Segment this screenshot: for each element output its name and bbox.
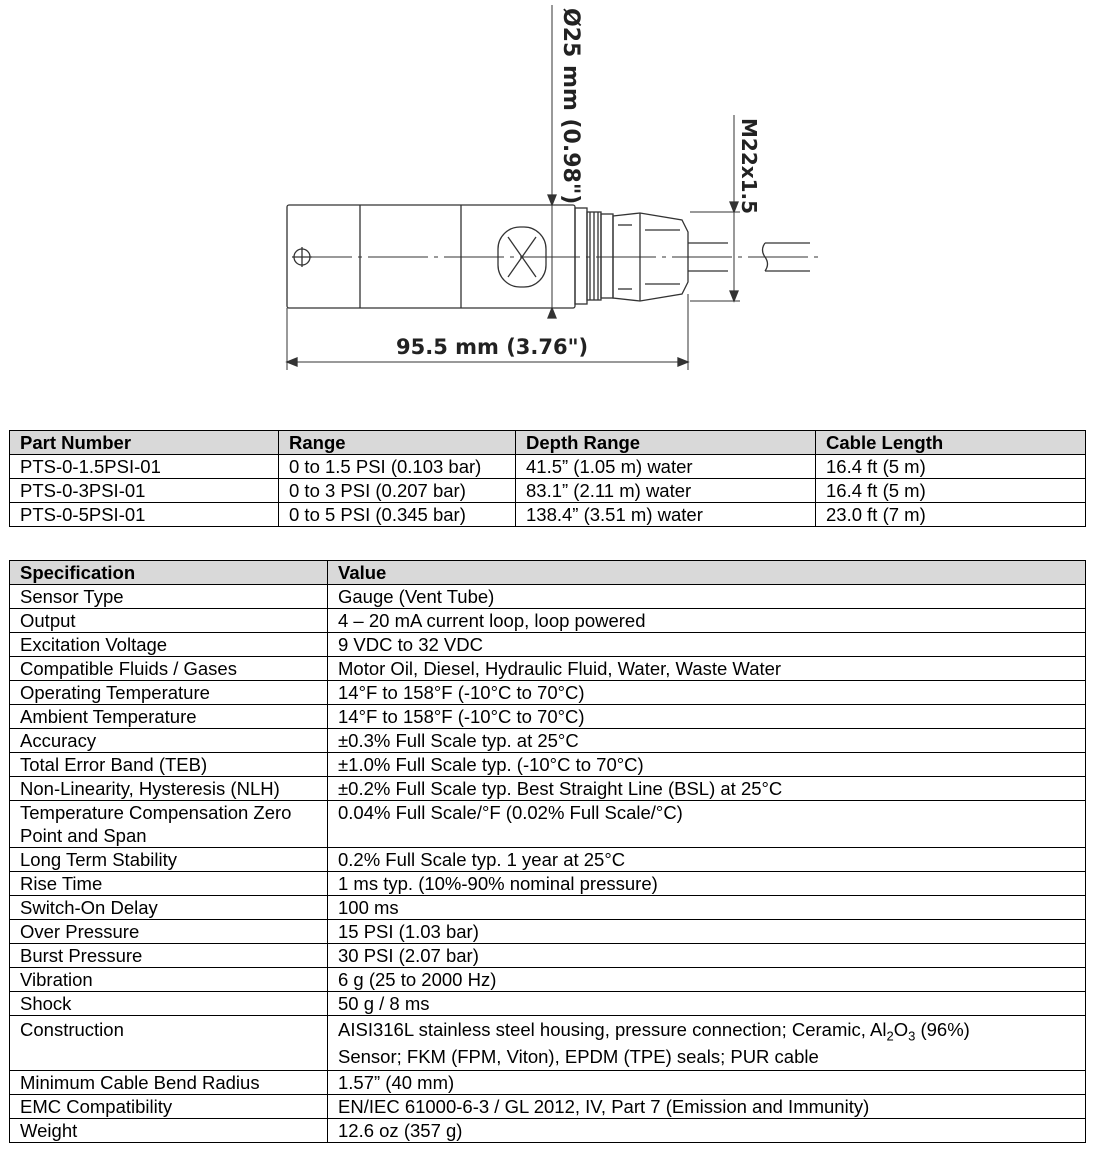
- part-number-table: [9, 430, 1086, 527]
- spec-value-cell: 0.04% Full Scale/°F (0.02% Full Scale/°C): [328, 801, 1086, 848]
- depth-range-cell: 138.4” (3.51 m) water: [516, 503, 816, 527]
- column-header: Cable Length: [816, 431, 1086, 455]
- spec-value-cell: 9 VDC to 32 VDC: [328, 633, 1086, 657]
- spec-value-cell: 4 – 20 mA current loop, loop powered: [328, 609, 1086, 633]
- subscript-text: 3: [908, 1028, 916, 1044]
- table-row: [10, 968, 1086, 992]
- table-row: [10, 1071, 1086, 1095]
- spec-value-cell: 15 PSI (1.03 bar): [328, 920, 1086, 944]
- spec-value-cell: 50 g / 8 ms: [328, 992, 1086, 1016]
- table-row: [10, 1119, 1086, 1143]
- spec-name-cell: Temperature Compensation Zero Point and Span: [10, 801, 328, 848]
- part-number-cell: PTS-0-3PSI-01: [10, 479, 279, 503]
- spec-value-cell: ±1.0% Full Scale typ. (-10°C to 70°C): [328, 753, 1086, 777]
- range-cell: 0 to 1.5 PSI (0.103 bar): [279, 455, 516, 479]
- column-header: Range: [279, 431, 516, 455]
- spec-name-cell: Over Pressure: [10, 920, 328, 944]
- table-row: [10, 657, 1086, 681]
- spec-name-cell: Compatible Fluids / Gases: [10, 657, 328, 681]
- range-cell: 0 to 5 PSI (0.345 bar): [279, 503, 516, 527]
- table-header-row: [10, 431, 1086, 455]
- table-row: [10, 896, 1086, 920]
- cable-length-cell: 23.0 ft (7 m): [816, 503, 1086, 527]
- table-header-row: [10, 561, 1086, 585]
- table-row: [10, 777, 1086, 801]
- table-row: [10, 1095, 1086, 1119]
- part-number-cell: PTS-0-1.5PSI-01: [10, 455, 279, 479]
- table-row: [10, 609, 1086, 633]
- spec-name-cell: Minimum Cable Bend Radius: [10, 1071, 328, 1095]
- spec-name-cell: EMC Compatibility: [10, 1095, 328, 1119]
- spec-name-cell: Output: [10, 609, 328, 633]
- table-row: [10, 503, 1086, 527]
- spec-value-cell: 100 ms: [328, 896, 1086, 920]
- spec-value-cell: Gauge (Vent Tube): [328, 585, 1086, 609]
- table-row: [10, 753, 1086, 777]
- table-row: [10, 872, 1086, 896]
- spec-name-cell: Construction: [10, 1016, 328, 1071]
- spec-table-body: [10, 585, 1086, 1143]
- table-row: [10, 681, 1086, 705]
- spec-name-cell: Operating Temperature: [10, 681, 328, 705]
- table-row: [10, 585, 1086, 609]
- column-header: Value: [328, 561, 1086, 585]
- table-row: [10, 1016, 1086, 1071]
- diameter-label: Ø25 mm (0.98"): [558, 8, 583, 205]
- spec-name-cell: Sensor Type: [10, 585, 328, 609]
- column-header: Specification: [10, 561, 328, 585]
- spec-value-cell: 14°F to 158°F (-10°C to 70°C): [328, 681, 1086, 705]
- spec-value-cell: 1 ms typ. (10%-90% nominal pressure): [328, 872, 1086, 896]
- table-row: [10, 705, 1086, 729]
- spec-value-cell: 1.57” (40 mm): [328, 1071, 1086, 1095]
- spec-name-cell: Switch-On Delay: [10, 896, 328, 920]
- cable-length-cell: 16.4 ft (5 m): [816, 455, 1086, 479]
- depth-range-cell: 41.5” (1.05 m) water: [516, 455, 816, 479]
- subscript-text: 2: [886, 1028, 894, 1044]
- spec-value-cell: 12.6 oz (357 g): [328, 1119, 1086, 1143]
- part-number-cell: PTS-0-5PSI-01: [10, 503, 279, 527]
- spec-name-cell: Vibration: [10, 968, 328, 992]
- spec-value-cell: Motor Oil, Diesel, Hydraulic Fluid, Water, Waste Water: [328, 657, 1086, 681]
- spec-value-cell: ±0.2% Full Scale typ. Best Straight Line (BSL) at 25°C: [328, 777, 1086, 801]
- range-cell: 0 to 3 PSI (0.207 bar): [279, 479, 516, 503]
- spec-name-cell: Ambient Temperature: [10, 705, 328, 729]
- table-row: [10, 848, 1086, 872]
- spec-value-cell: 0.2% Full Scale typ. 1 year at 25°C: [328, 848, 1086, 872]
- column-header: Depth Range: [516, 431, 816, 455]
- thread-label: M22x1.5: [737, 118, 761, 215]
- spec-name-cell: Long Term Stability: [10, 848, 328, 872]
- table-row: [10, 944, 1086, 968]
- cable-length-cell: 16.4 ft (5 m): [816, 479, 1086, 503]
- spec-name-cell: Total Error Band (TEB): [10, 753, 328, 777]
- table-row: [10, 920, 1086, 944]
- length-label: 95.5 mm (3.76"): [396, 335, 589, 359]
- table-row: [10, 633, 1086, 657]
- spec-value-cell: 6 g (25 to 2000 Hz): [328, 968, 1086, 992]
- table-row: [10, 479, 1086, 503]
- spec-value-cell: [328, 1016, 1086, 1071]
- spec-value-cell: ±0.3% Full Scale typ. at 25°C: [328, 729, 1086, 753]
- spec-name-cell: Rise Time: [10, 872, 328, 896]
- spec-name-cell: Accuracy: [10, 729, 328, 753]
- value-text: O: [893, 1019, 909, 1040]
- value-text: Sensor; FKM (FPM, Viton), EPDM (TPE) seals; PUR cable: [338, 1046, 819, 1067]
- column-header: Part Number: [10, 431, 279, 455]
- spec-name-cell: Weight: [10, 1119, 328, 1143]
- sensor-dimension-drawing: [0, 0, 1095, 400]
- table-row: [10, 992, 1086, 1016]
- specification-table: [9, 560, 1086, 1143]
- depth-range-cell: 83.1” (2.11 m) water: [516, 479, 816, 503]
- spec-name-cell: Burst Pressure: [10, 944, 328, 968]
- value-text: AISI316L stainless steel housing, pressure connection; Ceramic, Al: [338, 1019, 887, 1040]
- value-text: (96%): [915, 1019, 970, 1040]
- table-row: [10, 801, 1086, 848]
- spec-value-cell: EN/IEC 61000-6-3 / GL 2012, IV, Part 7 (Emission and Immunity): [328, 1095, 1086, 1119]
- spec-value-cell: 14°F to 158°F (-10°C to 70°C): [328, 705, 1086, 729]
- spec-name-cell: Excitation Voltage: [10, 633, 328, 657]
- spec-value-cell: 30 PSI (2.07 bar): [328, 944, 1086, 968]
- table-row: [10, 455, 1086, 479]
- spec-name-cell: Non-Linearity, Hysteresis (NLH): [10, 777, 328, 801]
- table-row: [10, 729, 1086, 753]
- spec-name-cell: Shock: [10, 992, 328, 1016]
